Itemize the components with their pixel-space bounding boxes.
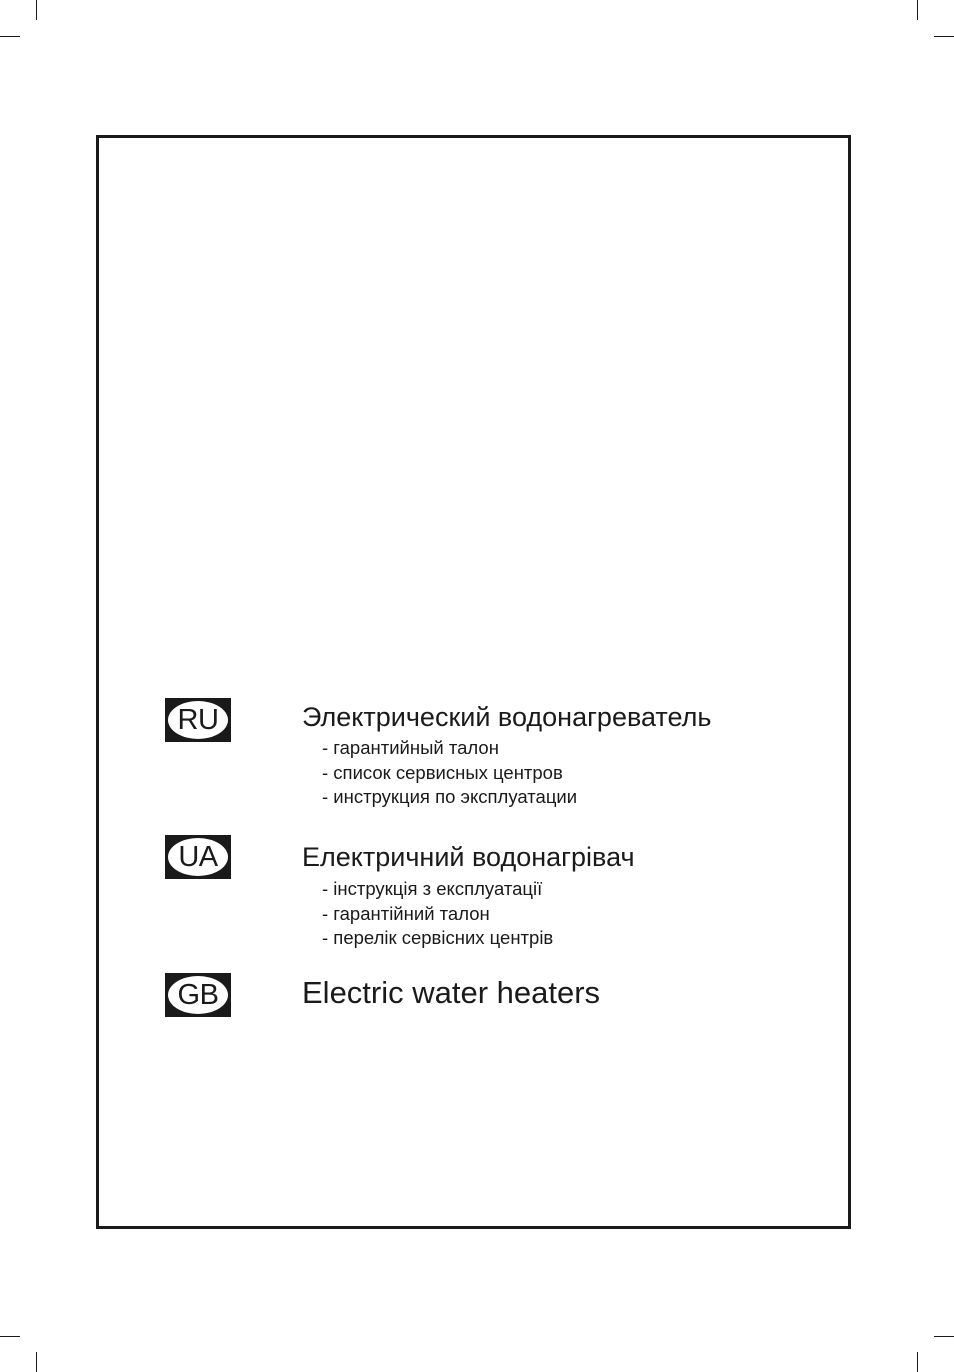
crop-mark-top-left-vertical	[36, 0, 37, 20]
crop-mark-top-right-vertical	[917, 0, 918, 20]
contents-list-ru	[322, 736, 577, 810]
list-item: - інструкція з експлуатації	[322, 878, 543, 899]
section-title-gb: Electric water heaters	[302, 975, 601, 1010]
section-ru	[165, 698, 815, 818]
language-badge-ru	[165, 698, 231, 742]
list-item: - гарантийный талон	[322, 737, 499, 758]
contents-list-ua	[322, 877, 553, 951]
language-code-gb: GB	[168, 976, 228, 1014]
list-item: - инструкция по эксплуатации	[322, 786, 578, 807]
crop-mark-bottom-left-horizontal	[0, 1336, 20, 1337]
crop-mark-bottom-right-horizontal	[934, 1336, 954, 1337]
language-badge-gb	[165, 973, 231, 1017]
list-item: - список сервисных центров	[322, 761, 563, 783]
list-item: - гарантійний талон	[322, 902, 490, 924]
cover-frame	[96, 135, 851, 1229]
crop-mark-top-left-horizontal	[0, 36, 20, 37]
crop-mark-top-right-horizontal	[934, 36, 954, 37]
language-badge-ua	[165, 835, 231, 879]
language-code-ua: UA	[168, 838, 228, 876]
crop-mark-bottom-left-vertical	[36, 1352, 37, 1372]
section-title-ru: Электрический водонагреватель	[302, 702, 712, 732]
list-item: - перелік сервісних центрів	[322, 927, 554, 948]
section-ua	[165, 835, 815, 955]
language-code-ru: RU	[168, 701, 228, 739]
crop-mark-bottom-right-vertical	[917, 1352, 918, 1372]
section-title-ua: Електричний водонагрівач	[302, 842, 635, 872]
section-gb	[165, 973, 815, 1023]
